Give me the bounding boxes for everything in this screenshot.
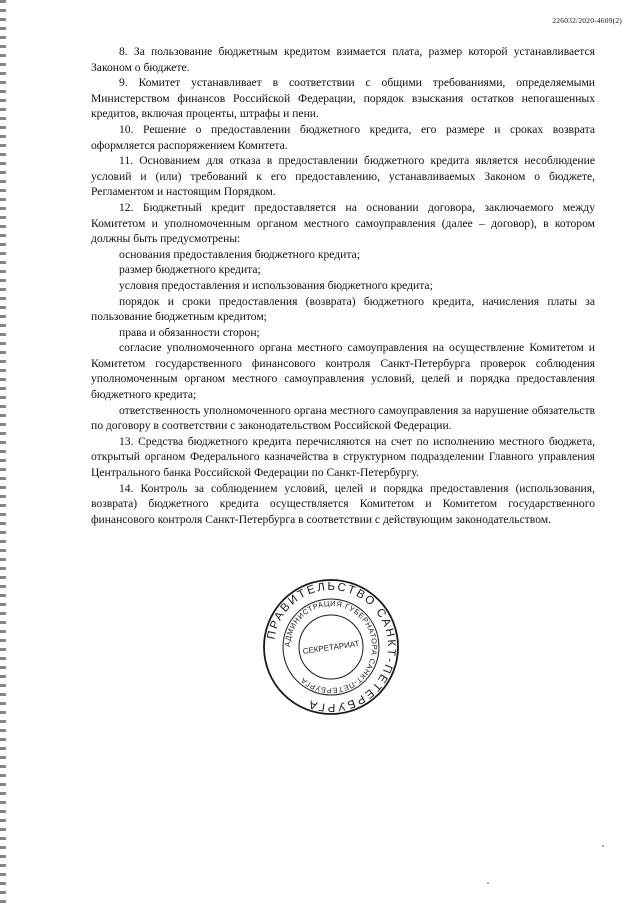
paragraph-13: 13. Средства бюджетного кредита перечисляются на счет по исполнению местного бюджета, открытый органом Федерального казначейства в структурном подразделении Главного управления Центрального банка Российской Федерации по Санкт-Петербургу. xyxy=(91,434,595,480)
paragraph-14: 14. Контроль за соблюдением условий, целей и порядка предоставления (использования, возврата) бюджетного кредита осуществляется Комитетом и Комитетом государственного финансового контроля Санкт-Петербурга в соответствии с действующим законодательством. xyxy=(91,481,595,526)
list-item-procedure: порядок и сроки предоставления (возврата) бюджетного кредита, начисления платы за пользование бюджетным кредитом; xyxy=(91,294,595,324)
list-item-consent: согласие уполномоченного органа местного самоуправления на осуществление Комитетом и Комитетом государственного финансового контроля Санкт-Петербурга проверок соблюдения уполномоченным органом местного самоуправления условий, целей и порядка предоставления бюджетного кредита; xyxy=(91,341,595,402)
seal-graphic xyxy=(262,578,400,716)
seal-outer-text: ПРАВИТЕЛЬСТВО САНКТ-ПЕТЕРБУРГА xyxy=(265,580,398,714)
document-body xyxy=(91,44,595,527)
list-item-conditions: условия предоставления и использования бюджетного кредита; xyxy=(119,278,433,292)
list-item-liability: ответственность уполномоченного органа местного самоуправления за нарушение обязательств по договору в соответствии с законодательством Российской Федерации. xyxy=(91,403,595,433)
paragraph-8: 8. За пользование бюджетным кредитом взимается плата, размер которой устанавливается Законом о бюджете. xyxy=(91,45,595,74)
list-item-amount: размер бюджетного кредита; xyxy=(119,263,261,277)
scan-edge-artifact xyxy=(0,0,6,905)
seal-center-text: СЕКРЕТАРИАТ xyxy=(302,639,360,656)
official-seal xyxy=(262,578,400,716)
list-item-rights: права и обязанности сторон; xyxy=(119,325,260,339)
paragraph-9: 9. Комитет устанавливает в соответствии с общими требованиями, определяемыми Министерством финансов Российской Федерации, порядок взыскания остатков непогашенных кредитов, включая проценты, штрафы и пени. xyxy=(91,76,595,121)
scan-speck xyxy=(602,845,604,847)
seal-inner-text: АДМИНИСТРАЦИЯ ГУБЕРНАТОРА САНКТ-ПЕТЕРБУРГА xyxy=(282,598,380,696)
paragraph-11: 11. Основанием для отказа в предоставлении бюджетного кредита является несоблюдение условий и (или) требований к его предоставлению, устанавливаемых Законом о бюджете, Регламентом и настоящим Порядком. xyxy=(91,154,595,199)
scan-speck xyxy=(487,882,489,884)
paragraph-10: 10. Решение о предоставлении бюджетного кредита, его размере и сроках возврата оформляется распоряжением Комитета. xyxy=(91,122,595,152)
document-number: 226032/2020-4609(2) xyxy=(552,16,622,25)
list-item-grounds: основания предоставления бюджетного кредита; xyxy=(119,247,360,261)
paragraph-12: 12. Бюджетный кредит предоставляется на основании договора, заключаемого между Комитетом и уполномоченным органом местного самоуправления (далее – договор), в котором должны быть предусмотрены: xyxy=(91,200,595,246)
